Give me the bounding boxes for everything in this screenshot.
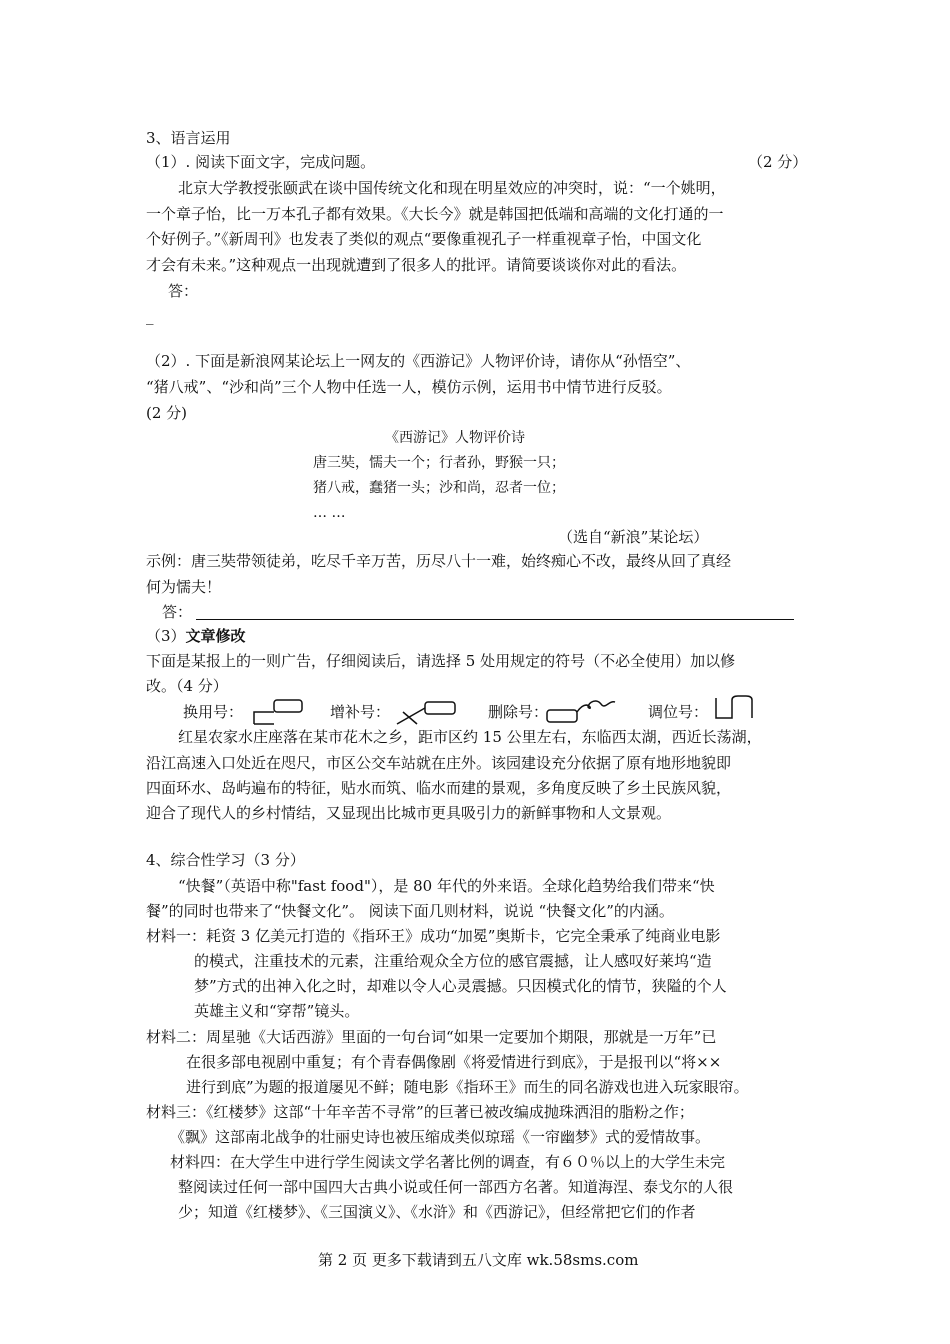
material-1-line: 的模式，注重技术的元素，注重给观众全方位的感官震撼，让人感叹好莱坞“造 — [194, 952, 712, 970]
q1-passage-line: 北京大学教授张颐武在谈中国传统文化和现在明星效应的冲突时，说：“一个姚明， — [178, 179, 726, 197]
q1-passage-line: 个好例子。”《新周刊》也发表了类似的观点“要像重视孔子一样重视章子怡，中国文化 — [146, 230, 702, 248]
material-3-line: 《飘》这部南北战争的壮丽史诗也被压缩成类似琼瑶《一帘幽梦》式的爱情故事。 — [170, 1128, 711, 1146]
page-footer: 第 2 页 更多下载请到五八文库 wk.58sms.com — [318, 1251, 639, 1269]
delete-mark-icon — [545, 694, 620, 728]
q2-answer-line[interactable] — [196, 619, 794, 620]
q1-passage-line: 才会有未来。”这种观点一出现就遭到了很多人的批评。请简要谈谈你对此的看法。 — [146, 256, 687, 274]
section4-intro-line: “快餐”（英语中称"fast food"），是 80 年代的外来语。全球化趋势给我们带来“快 — [178, 877, 715, 895]
poem-line: … … — [313, 505, 346, 521]
q2-heading-line: “猪八戒”、“沙和尚”三个人物中任选一人，模仿示例，运用书中情节进行反驳。 — [146, 378, 672, 396]
q1-heading: （1）. 阅读下面文字，完成问题。 — [146, 153, 376, 171]
q2-answer-label: 答： — [162, 603, 193, 621]
q2-heading-line: （2）. 下面是新浪网某论坛上一网友的《西游记》人物评价诗，请你从“孙悟空”、 — [146, 352, 691, 370]
section4-title: 4、综合性学习（3 分） — [146, 851, 305, 869]
q3-instruction-line: 下面是某报上的一则广告，仔细阅读后，请选择 5 处用规定的符号（不必全使用）加以修 — [146, 652, 736, 670]
q1-answer-blank[interactable]: _ — [146, 307, 154, 325]
symbol-delete-label: 删除号： — [488, 703, 549, 721]
q3-heading — [146, 626, 246, 646]
ad-line: 四面环水、岛屿遍布的特征，贴水而筑、临水而建的景观，多角度反映了乡土民族风貌， — [146, 779, 732, 797]
poem-line: 唐三奘，懦夫一个；行者孙，野猴一只； — [313, 455, 565, 471]
material-1-line: 梦”方式的出神入化之时，却难以令人心灵震撼。只因模式化的情节，狭隘的个人 — [194, 977, 727, 995]
section4-intro-line: 餐”的同时也带来了“快餐文化”。 阅读下面几则材料，说说 “快餐文化”的内涵。 — [146, 902, 674, 920]
poem-source: （选自“新浪”某论坛） — [558, 528, 709, 546]
material-2-line: 材料二：周星驰《大话西游》里面的一句台词“如果一定要加个期限，那就是一万年”已 — [146, 1028, 717, 1046]
q1-answer-label: 答： — [168, 282, 199, 300]
section3-title: 3、语言运用 — [146, 129, 231, 147]
symbol-insert-label: 增补号： — [330, 703, 391, 721]
q2-score: (2 分) — [146, 404, 188, 422]
material-1-line: 材料一：耗资 3 亿美元打造的《指环王》成功“加冕”奥斯卡，它完全秉承了纯商业电影 — [146, 927, 721, 945]
insert-mark-icon — [395, 698, 465, 728]
replace-mark-icon — [250, 698, 310, 728]
q2-example-line: 何为懦夫！ — [146, 578, 222, 596]
material-4-line: 整阅读过任何一部中国四大古典小说或任何一部西方名著。知道海涅、泰戈尔的人很 — [178, 1178, 734, 1196]
symbol-replace-label: 换用号： — [183, 703, 244, 721]
material-4-line: 少；知道《红楼梦》、《三国演义》、《水浒》和《西游记》，但经常把它们的作者 — [178, 1203, 696, 1221]
q1-passage-line: 一个章子怡，比一万本孔子都有效果。《大长今》就是韩国把低端和高端的文化打通的一 — [146, 205, 724, 223]
poem-title: 《西游记》人物评价诗 — [385, 430, 525, 446]
poem-line: 猪八戒，蠢猪一头；沙和尚，忍者一位； — [313, 480, 565, 496]
q1-score: （2 分） — [748, 153, 808, 171]
material-2-line: 进行到底”为题的报道屡见不鲜；随电影《指环王》而生的同名游戏也进入玩家眼帘。 — [186, 1078, 749, 1096]
ad-line: 红星农家水庄座落在某市花木之乡，距市区约 15 公里左右，东临西太湖，西近长荡湖， — [178, 728, 762, 746]
material-3-line: 材料三：《红楼梦》这部“十年辛苦不寻常”的巨著已被改编成抛珠洒泪的脂粉之作； — [146, 1103, 694, 1121]
q3-instruction-line: 改。（4 分） — [146, 677, 228, 695]
ad-line: 沿江高速入口处近在咫尺，市区公交车站就在庄外。该园建设充分依据了原有地形地貌即 — [146, 754, 732, 772]
q3-heading-text: 文章修改 — [185, 627, 246, 645]
material-4-line: 材料四：在大学生中进行学生阅读文学名著比例的调查，有６０％以上的大学生未完 — [170, 1153, 726, 1171]
q3-heading-num: （3） — [146, 627, 186, 645]
symbol-transpose-label: 调位号： — [648, 703, 709, 721]
transpose-mark-icon — [712, 696, 757, 726]
material-2-line: 在很多部电视剧中重复；有个青春偶像剧《将爱情进行到底》，于是报刊以“将×× — [186, 1053, 722, 1071]
q2-example-line: 示例：唐三奘带领徒弟，吃尽千辛万苦，历尽八十一难，始终痴心不改，最终从回了真经 — [146, 552, 732, 570]
material-1-line: 英雄主义和“穿帮”镜头。 — [194, 1002, 360, 1020]
ad-line: 迎合了现代人的乡村情结，又显现出比城市更具吸引力的新鲜事物和人文景观。 — [146, 804, 672, 822]
